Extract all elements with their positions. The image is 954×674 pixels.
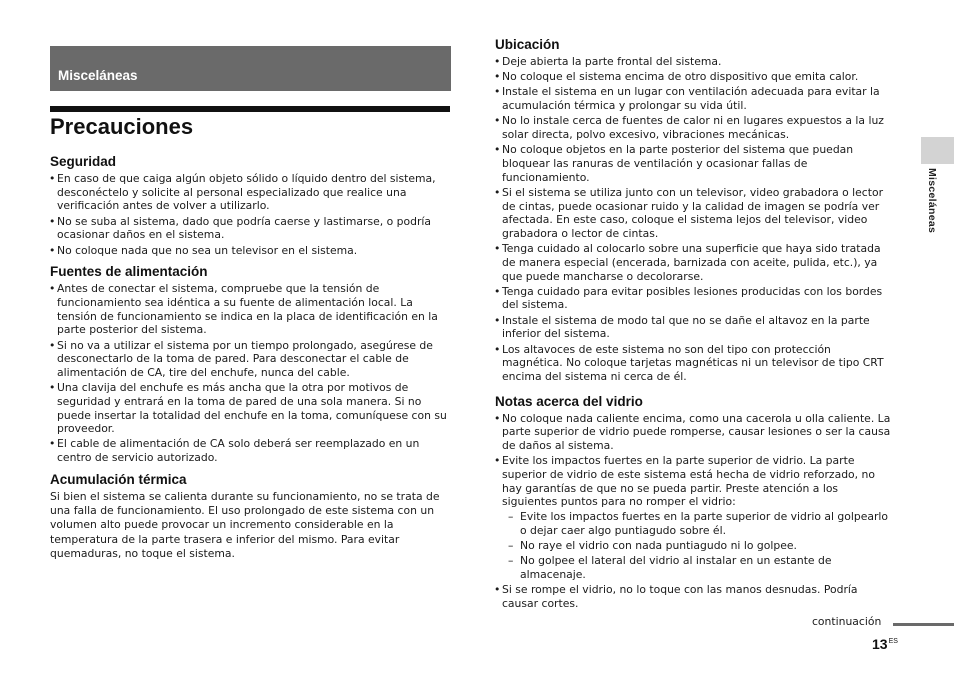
heading-vidrio: Notas acerca del vidrio xyxy=(495,393,643,409)
seguridad-list xyxy=(50,172,450,257)
sub-list-item: – Evite los impactos fuertes en la parte superior de vidrio al golpearlo o dejar caer algo puntiagudo sobre él. xyxy=(502,510,895,537)
side-tab-label: Misceláneas xyxy=(926,168,938,234)
list-item: • Si el sistema se utiliza junto con un televisor, video grabadora o lector de cintas, puede ocasionar ruido y la calidad de imagen se podría ver afectada. En este caso, coloque el sistema lejos del televisor, video grabadora o lector de cintas. xyxy=(495,186,895,241)
list-item: • Instale el sistema en un lugar con ventilación adecuada para evitar la acumulación térmica y prolongar su vida útil. xyxy=(495,85,895,112)
list-item: • Tenga cuidado al colocarlo sobre una superficie que haya sido tratada de manera especial (encerada, barnizada con aceite, pulida, etc.), ya que puede mancharse o decolorarse. xyxy=(495,242,895,283)
list-item: • No coloque objetos en la parte posterior del sistema que puedan bloquear las ranuras de ventilación y ocasionar fallas de funcionamiento. xyxy=(495,143,895,184)
left-column xyxy=(50,154,450,561)
list-item: • Los altavoces de este sistema no son del tipo con protección magnética. No coloque tarjetas magnéticas ni un televisor de tipo CRT encima del sistema ni cerca de él. xyxy=(495,343,895,384)
list-item: • No coloque nada que no sea un televisor en el sistema. xyxy=(50,244,450,258)
heading-seguridad: Seguridad xyxy=(50,154,117,169)
title-rule xyxy=(50,106,450,112)
right-column xyxy=(495,37,895,612)
vidrio-sublist xyxy=(502,510,895,582)
sub-list-item: – No golpee el lateral del vidrio al instalar en un estante de almacenaje. xyxy=(502,554,895,581)
list-item: • Una clavija del enchufe es más ancha que la otra por motivos de seguridad y entrará en la toma de pared de una sola manera. Si no puede insertar la totalidad del enchufe en la toma, comuníquese con su proveedor. xyxy=(50,381,450,436)
ubicacion-list xyxy=(495,55,895,384)
list-item: • Si se rompe el vidrio, no lo toque con las manos desnudas. Podría causar cortes. xyxy=(495,583,895,610)
fuentes-list xyxy=(50,282,450,465)
list-item: • En caso de que caiga algún objeto sólido o líquido dentro del sistema, desconéctelo y solicite al personal especializado que realice una verificación antes de volver a utilizarlo. xyxy=(50,172,450,213)
list-item: • No lo instale cerca de fuentes de calor ni en lugares expuestos a la luz solar directa, polvo excesivo, vibraciones mecánicas. xyxy=(495,114,895,141)
page-number-value: 13 xyxy=(872,636,888,652)
list-item: • El cable de alimentación de CA solo deberá ser reemplazado en un centro de servicio autorizado. xyxy=(50,437,450,464)
continuation-label: continuación xyxy=(812,615,882,628)
list-item: • Tenga cuidado para evitar posibles lesiones producidas con los bordes del sistema. xyxy=(495,285,895,312)
heading-ubicacion: Ubicación xyxy=(495,37,560,52)
list-item: • No coloque el sistema encima de otro dispositivo que emita calor. xyxy=(495,70,895,84)
section-label: Misceláneas xyxy=(58,68,138,83)
vidrio-list xyxy=(495,412,895,611)
acumulacion-text: Si bien el sistema se calienta durante su funcionamiento, no se trata de una falla de funcionamiento. El uso prolongado de este sistema con un volumen alto puede provocar un incremento considerable en la temperatura de la parte trasera e inferior del mismo. Para evitar quemaduras, no toque el sistema. xyxy=(50,489,440,561)
continuation-line xyxy=(893,623,954,626)
page-number xyxy=(872,636,898,652)
list-item-text: Evite los impactos fuertes en la parte superior de vidrio. La parte superior de vidrio de este sistema está hecha de vidrio reforzado, no hay garantías de que no se pueda partir. Preste atención a los siguientes puntos para no romper el vidrio: xyxy=(502,454,875,509)
list-item xyxy=(495,454,895,581)
heading-fuentes: Fuentes de alimentación xyxy=(50,264,208,280)
section-header-bar xyxy=(50,46,451,91)
page-title: Precauciones xyxy=(50,114,194,139)
list-item: • No coloque nada caliente encima, como una cacerola u olla caliente. La parte superior de vidrio puede romperse, causar lesiones o ser la causa de daños al sistema. xyxy=(495,412,895,453)
list-item: • No se suba al sistema, dado que podría caerse y lastimarse, o podría ocasionar daños en el sistema. xyxy=(50,215,450,242)
side-tab-marker xyxy=(921,137,954,164)
list-item: • Deje abierta la parte frontal del sistema. xyxy=(495,55,895,69)
sub-list-item: – No raye el vidrio con nada puntiagudo ni lo golpee. xyxy=(502,539,895,553)
list-item: • Si no va a utilizar el sistema por un tiempo prolongado, asegúrese de desconectarlo de la toma de pared. Para desconectar el cable de alimentación de CA, tire del enchufe, nunca del cable. xyxy=(50,339,450,380)
page-language-code: ES xyxy=(888,638,898,645)
list-item: • Antes de conectar el sistema, compruebe que la tensión de funcionamiento sea idéntica a su fuente de alimentación local. La tensión de funcionamiento se indica en la placa de identificación en la parte posterior del sistema. xyxy=(50,282,450,337)
heading-acumulacion: Acumulación térmica xyxy=(50,471,187,487)
list-item: • Instale el sistema de modo tal que no se dañe el altavoz en la parte inferior del sistema. xyxy=(495,314,895,341)
